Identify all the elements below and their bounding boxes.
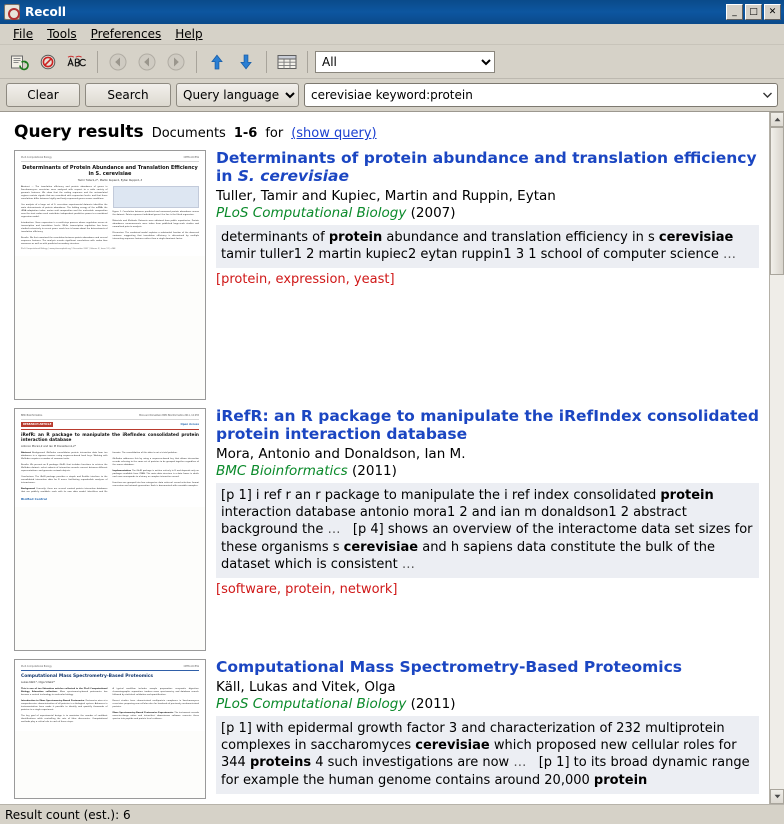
thumb-body-columns bbox=[21, 688, 199, 726]
results-header bbox=[0, 112, 769, 150]
result-title[interactable] bbox=[216, 659, 759, 677]
thumb-authors: Tamir Tuller1,2*, Martin Kupiec2, Eytan Ruppin1,3 bbox=[77, 178, 143, 182]
result-title[interactable] bbox=[216, 408, 759, 444]
thumb-paragraph: Our analysis of a large set of S. cerevisiae experimental datasets identifies the main determinants of protein abundance. The folding energy of the mRNA, the tRNA adaptation index, amino acid composition and the nucleotide composition near the start codon each contribute independent predictive power to a combined regression model. bbox=[21, 203, 108, 218]
thumb-header-right: OPEN ACCESS bbox=[183, 665, 199, 668]
table-grid-icon bbox=[276, 53, 298, 71]
thumb-paragraph: Background Currently, there are several curated protein interaction databases that are publicly available, each with its own data model, identifiers and file formats. The consolidation of this data is not a trivial problem. bbox=[21, 451, 178, 494]
thumb-paragraph: Functions are grouped into four categories: data retrieval, record selection, format conversion and network generation. Each is documented with runnable examples. bbox=[112, 482, 199, 488]
thumb-header-left: PLoS Computational Biology bbox=[21, 156, 52, 159]
abc-spelling-icon bbox=[66, 53, 88, 71]
result-title-plain: Computational Mass Spectrometry-Based Proteomics bbox=[216, 658, 682, 676]
arrow-up-icon bbox=[207, 52, 227, 72]
thumb-title: Determinants of Protein Abundance and Translation Efficiency in S. cerevisiae bbox=[22, 164, 198, 177]
arrow-left-icon bbox=[137, 52, 157, 72]
result-item[interactable] bbox=[0, 150, 769, 400]
minimize-button[interactable] bbox=[726, 4, 743, 20]
thumb-badge: RESEARCH ARTICLE bbox=[23, 422, 52, 426]
stop-sign-icon bbox=[38, 52, 58, 72]
thumb-header-right: OPEN ACCESS bbox=[183, 156, 199, 159]
thumb-paragraph: Discussion. The combined model explains a substantial fraction of the observed variance, suggesting that translation efficiency is determined by multiple interacting sequence features rather than a single dominant factor. bbox=[112, 231, 199, 240]
scroll-thumb[interactable] bbox=[770, 127, 784, 275]
thumb-body-columns bbox=[21, 452, 199, 494]
thumb-paragraph: Recent studies have characterized multiprotein complexes in Saccharomyces cerevisiae, proposing new cellular roles for hundreds of previously uncharacterized proteins. bbox=[112, 700, 199, 709]
status-text: Result count (est.): 6 bbox=[5, 807, 131, 822]
thumb-authors: Lukas Käll1*, Olga Vitek2* bbox=[21, 681, 55, 685]
spelling-button[interactable] bbox=[64, 49, 90, 75]
documents-label: Documents bbox=[151, 126, 226, 141]
results-list[interactable] bbox=[0, 112, 769, 804]
result-authors: Tuller, Tamir and Kupiec, Martin and Ruppin, Eytan bbox=[216, 187, 556, 204]
maximize-button[interactable] bbox=[745, 4, 762, 20]
thumb-authors: Antonio Mora1,2 and Ian M Donaldson1,2* bbox=[21, 445, 77, 449]
thumbnail-page-preview bbox=[15, 409, 205, 507]
search-input-wrapper[interactable] bbox=[304, 83, 778, 107]
thumb-header-left: BMC Bioinformatics bbox=[21, 414, 43, 417]
result-year: (2011) bbox=[410, 696, 456, 713]
result-body bbox=[216, 408, 759, 599]
scroll-down-button[interactable] bbox=[770, 789, 784, 804]
result-journal: PLoS Computational Biology bbox=[216, 696, 407, 713]
thumb-figure bbox=[113, 186, 200, 208]
result-snippet: [p 1] i ref r an r package to manipulate the i ref index consolidated protein interaction database antonio mora1 2 and ian m donaldson1 2 abstract background the … [p 4] shows an overview of the interactome data set sizes for these organisms s cerevisiae and h sapiens data constitute the bulk of the dataset which is consistent … bbox=[216, 483, 759, 578]
result-journal-line bbox=[216, 463, 759, 479]
window-title: Recoll bbox=[25, 5, 66, 19]
arrow-right-icon bbox=[166, 52, 186, 72]
toolbar-separator-4 bbox=[307, 51, 308, 73]
next-page-button[interactable] bbox=[163, 49, 189, 75]
thumb-paragraph: Mass Spectrometry-Based Proteomics Experiments. The instrument records mass-to-charge ratios and intensities; downstream software converts these spectra into peptide and protein level evidence. bbox=[112, 712, 199, 721]
scroll-track[interactable] bbox=[770, 127, 784, 789]
thumb-paragraph: Abstract — The translation efficiency and protein abundance of genes in Saccharomyces cerevisiae were analysed with respect to a wide variety of genomic features. We show that the coding sequence and the untranslated regions contain signals that are correlated with expression levels, and that these correlations differ between highly and lowly expressed genes across conditions. bbox=[21, 185, 108, 200]
thumb-paragraph: Introduction to Mass Spectrometry-Based Proteomics. Proteomics aims at a comprehensive characterization of all proteins in a biological system. Advances in instrumentation have made it possible to identify and quantify thousands of proteins in a single experiment. bbox=[21, 700, 108, 712]
search-bar bbox=[0, 79, 784, 111]
menu-file-label: File bbox=[13, 27, 34, 41]
result-snippet: determinants of protein abundance and translation efficiency in s cerevisiae tamir tuller1 2 martin kupiec2 eytan ruppin1 3 1 school of computer science … bbox=[216, 225, 759, 268]
result-body bbox=[216, 150, 759, 289]
thumb-paragraph: This is one of ten Education articles collected in the PLoS Computational Biology Education collection. Mass spectrometry-based proteomics has become a central technology in molecular biology. bbox=[21, 688, 108, 697]
result-journal-line bbox=[216, 696, 759, 712]
table-view-button[interactable] bbox=[274, 49, 300, 75]
toolbar-separator-2 bbox=[196, 51, 197, 73]
first-page-button[interactable] bbox=[105, 49, 131, 75]
toolbar-separator-1 bbox=[97, 51, 98, 73]
result-journal: PLoS Computational Biology bbox=[216, 205, 407, 222]
thumb-paragraph: The key goal of experimental design is to maximize the number of confident identifications while controlling the rate of false discoveries. Computational methods play a critical role in each of these steps. bbox=[21, 715, 108, 724]
chevron-down-icon bbox=[774, 794, 781, 799]
result-item[interactable] bbox=[0, 408, 769, 651]
result-title-italic: S. cerevisiae bbox=[237, 166, 349, 185]
result-title-plain: iRefR: an R package to manipulate the iRefIndex consolidated protein interaction database bbox=[216, 407, 760, 443]
thumb-footer: BioMed Central bbox=[21, 497, 47, 502]
query-language-select[interactable] bbox=[176, 83, 299, 107]
menu-file[interactable] bbox=[6, 25, 40, 43]
toolbar bbox=[0, 45, 784, 79]
arrow-left-double-icon bbox=[108, 52, 128, 72]
chevron-up-icon bbox=[774, 117, 781, 122]
minimize-icon: _ bbox=[732, 7, 737, 17]
thumb-paragraph: Results. We first examined the correlation between protein abundance and several sequence features. The analysis reveals significant correlations with codon bias measures as well as with predicted secondary structure. bbox=[21, 236, 108, 246]
menu-tools[interactable] bbox=[40, 25, 84, 43]
update-index-button[interactable] bbox=[6, 49, 32, 75]
document-thumbnail[interactable] bbox=[14, 150, 206, 400]
result-keywords: [protein, expression, yeast] bbox=[216, 272, 395, 288]
search-input[interactable] bbox=[309, 85, 760, 105]
search-history-dropdown-button[interactable] bbox=[760, 85, 775, 105]
index-update-icon bbox=[9, 52, 29, 72]
clear-button[interactable]: Clear bbox=[6, 83, 80, 107]
result-journal: BMC Bioinformatics bbox=[216, 463, 348, 480]
thumb-paragraph: iRefIndex addresses this by using a sequence-based key that allows interaction records referring to the same set of proteins to be grouped together regardless of the source database. bbox=[112, 457, 199, 466]
menu-preferences-label: Preferences bbox=[90, 27, 162, 41]
window-titlebar bbox=[0, 0, 784, 24]
document-thumbnail[interactable] bbox=[14, 659, 206, 799]
thumb-paragraph: Introduction. Gene expression is a multi-step process whose regulation occurs at transcription and translation levels. While transcription regulation has been studied extensively in recent years, much less is known about the determinants of translation efficiency. bbox=[21, 221, 108, 233]
menu-tools-label: Tools bbox=[47, 27, 77, 41]
toolbar-separator-3 bbox=[266, 51, 267, 73]
thumb-title: Computational Mass Spectrometry-Based Proteomics bbox=[21, 673, 154, 679]
thumb-title: iRefR: an R package to manipulate the iRefIndex consolidated protein interaction database bbox=[21, 432, 199, 443]
result-item[interactable] bbox=[0, 659, 769, 799]
thumb-paragraph: Results: We present an R package, iRefR, that includes functions to retrieve the iRefIndex dataset, select subsets of interaction records, convert between different representations, and generate network objects. bbox=[21, 463, 108, 473]
result-title-plain: Determinants of protein abundance and translation efficiency in bbox=[216, 149, 757, 185]
thumb-header-right: Mora and Donaldson BMC Bioinformatics 2011, 12:455 bbox=[139, 414, 199, 417]
result-journal-line bbox=[216, 205, 759, 221]
statusbar bbox=[0, 804, 784, 824]
arrow-down-icon bbox=[236, 52, 256, 72]
sort-ascending-button[interactable] bbox=[204, 49, 230, 75]
scroll-up-button[interactable] bbox=[770, 112, 784, 127]
maximize-icon: □ bbox=[749, 6, 758, 17]
result-title[interactable] bbox=[216, 150, 759, 186]
thumb-paragraph: A typical workflow includes sample preparation, enzymatic digestion, chromatographic separation, tandem mass spectrometry and database search, followed by statistical validation and quantification. bbox=[112, 688, 199, 697]
thumbnail-page-preview bbox=[15, 660, 205, 731]
results-area bbox=[0, 111, 784, 804]
search-button[interactable]: Search bbox=[85, 83, 171, 107]
show-query-link[interactable]: (show query) bbox=[291, 126, 377, 141]
stop-index-button[interactable] bbox=[35, 49, 61, 75]
window-controls bbox=[726, 4, 781, 20]
result-year: (2007) bbox=[410, 205, 456, 222]
menubar bbox=[0, 24, 784, 45]
result-authors: Mora, Antonio and Donaldson, Ian M. bbox=[216, 445, 466, 462]
thumb-open-access: Open Access bbox=[180, 422, 199, 426]
result-year: (2011) bbox=[352, 463, 397, 480]
documents-range: 1-6 bbox=[233, 126, 258, 141]
close-icon: ✕ bbox=[768, 6, 777, 17]
page-title: Query results bbox=[14, 122, 144, 142]
menu-preferences[interactable] bbox=[84, 25, 169, 43]
close-button[interactable] bbox=[764, 4, 781, 20]
result-snippet: [p 1] with epidermal growth factor 3 and characterization of 232 multiprotein complexes in saccharomyces cerevisiae which proposed new cellular roles for 344 proteins 4 such investigations are now … [p 1] to its broad dynamic range for example the human genome contains around 20,000 protein bbox=[216, 716, 759, 794]
sort-descending-button[interactable] bbox=[233, 49, 259, 75]
result-body bbox=[216, 659, 759, 798]
thumb-header-left: PLoS Computational Biology bbox=[21, 665, 52, 668]
chevron-down-icon bbox=[763, 92, 772, 98]
app-icon bbox=[4, 4, 20, 20]
thumb-paragraph: Abstract Background: iRefIndex consolidates protein interaction data from ten databases in a rigorous manner using sequence-based hash keys. Working with iRefIndex requires a number of common tasks. bbox=[21, 451, 108, 460]
thumb-paragraph: Materials and Methods. Datasets were obtained from public repositories. Protein abundance measurements were taken from published large-scale studies and normalized prior to analysis. bbox=[112, 219, 199, 228]
for-label: for bbox=[265, 126, 284, 141]
document-thumbnail[interactable] bbox=[14, 408, 206, 651]
menu-help[interactable] bbox=[168, 25, 209, 43]
result-authors: Käll, Lukas and Vitek, Olga bbox=[216, 678, 396, 695]
result-keywords: [software, protein, network] bbox=[216, 581, 398, 597]
previous-page-button[interactable] bbox=[134, 49, 160, 75]
thumb-footer: PLoS Computational Biology | www.ploscompbiol.org 1 December 2007 | Volume 3 | Issue 12 | e248 bbox=[21, 248, 116, 251]
result-filter-select[interactable] bbox=[315, 51, 495, 73]
thumbnail-page-preview bbox=[15, 151, 205, 256]
thumb-paragraph: Implementation The iRefR package is written entirely in R and depends only on packages available from CRAN. The main data structure is a data frame in which each row corresponds to a binary or complex interaction record. bbox=[112, 470, 199, 479]
thumb-paragraph: Figure 1. Correlation between predicted and measured protein abundance across the dataset. Points represent individual genes; the line is the fitted regression. bbox=[112, 210, 199, 216]
thumb-paragraph: Conclusions: The iRefR package provides a simple and flexible interface to the consolidated interaction data for R users, facilitating reproducible analyses of interactomes. bbox=[21, 476, 108, 485]
thumb-body-columns bbox=[21, 186, 199, 247]
results-scrollbar[interactable] bbox=[769, 112, 784, 804]
menu-help-label: Help bbox=[175, 27, 203, 41]
